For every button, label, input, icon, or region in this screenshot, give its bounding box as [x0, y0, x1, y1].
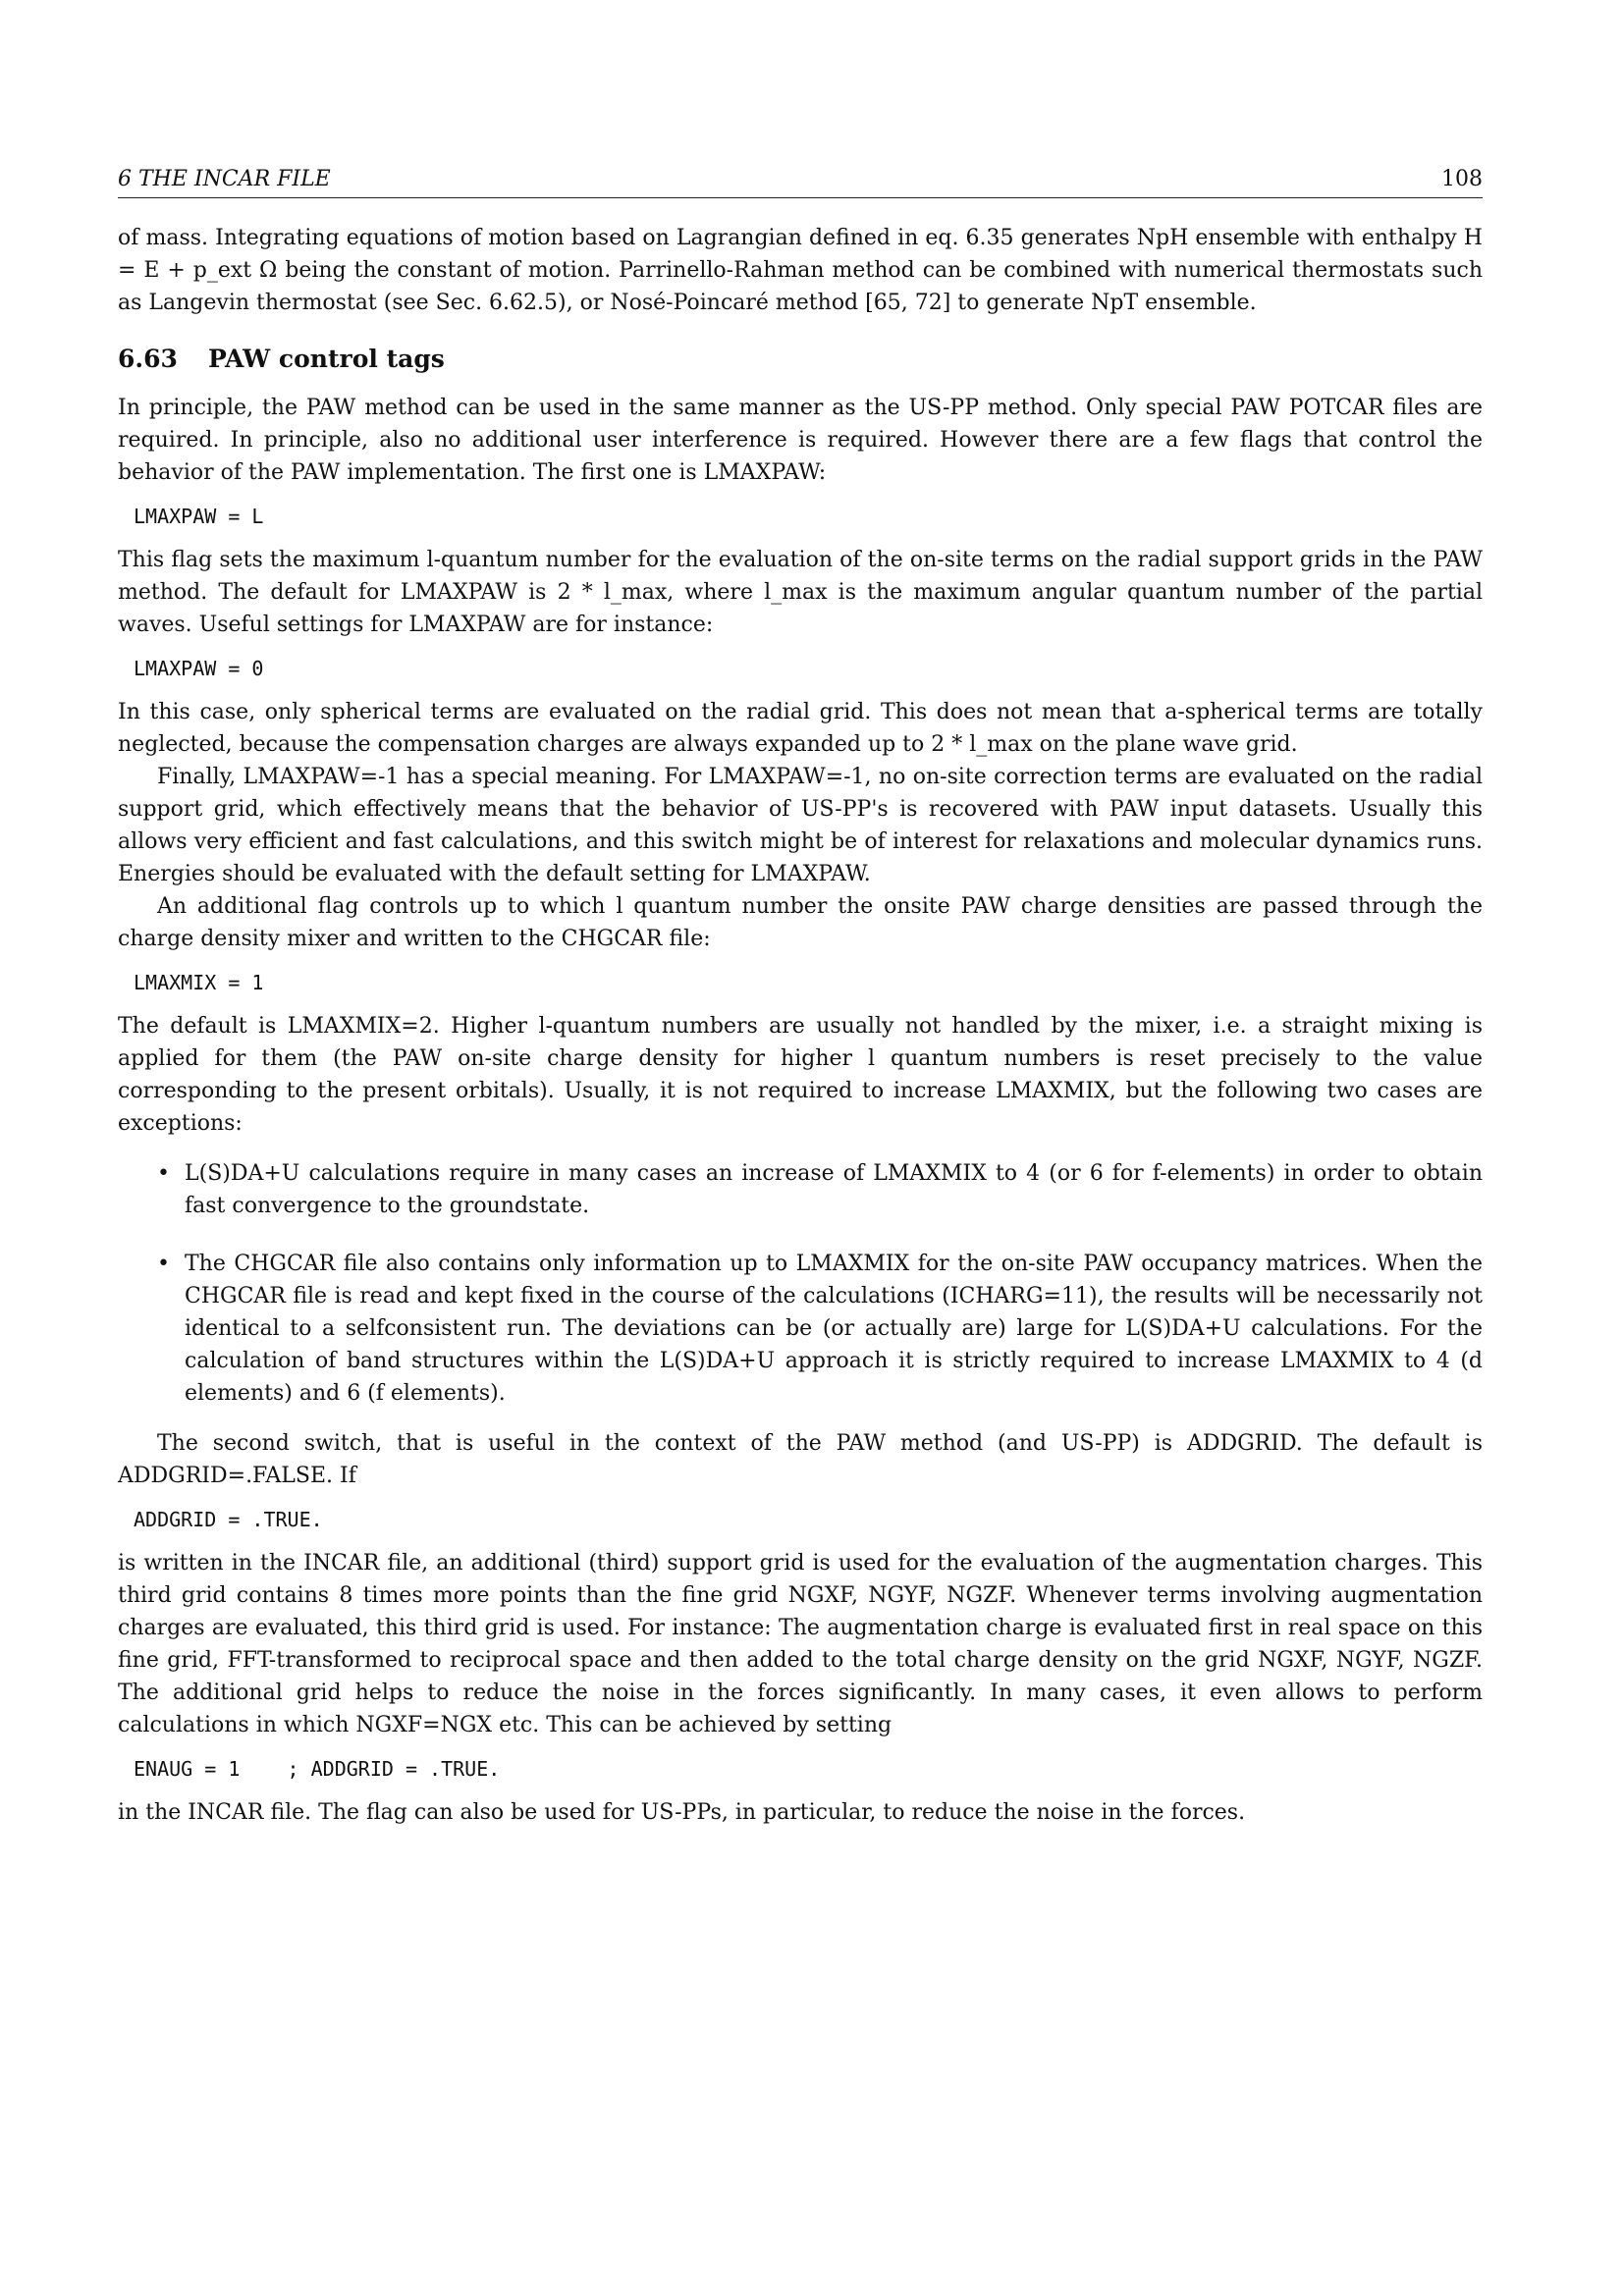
- page-number: 108: [1441, 167, 1483, 191]
- running-header: 6 THE INCAR FILE: [118, 167, 331, 191]
- paragraph-lmaxmix-default: The default is LMAXMIX=2. Higher l-quantum numbers are usually not handled by the mixer, i.e. a straight mixing is applied for them (the PAW on-site charge density for higher l quantum numbers is reset precisely to the value corresponding to the present orbitals). Usually, it is not required to increase LMAXMIX, but the following two cases are exceptions:: [118, 1014, 1483, 1136]
- paragraph-lmaxmix-intro: An additional flag controls up to which l quantum number the onsite PAW charge densities are passed through the charge density mixer and written to the CHGCAR file:: [118, 894, 1483, 951]
- paragraph-lmaxpaw-minus-one: Finally, LMAXPAW=-1 has a special meaning. For LMAXPAW=-1, no on-site correction terms are evaluated on the radial support grid, which effectively means that the behavior of US-PP's is recovered with PAW input datasets. Usually this allows very efficient and fast calculations, and this switch might be of interest for relaxations and molecular dynamics runs. Energies should be evaluated with the default setting for LMAXPAW.: [118, 765, 1483, 886]
- list-item: • L(S)DA+U calculations require in many cases an increase of LMAXMIX to 4 (or 6 for f-elements) in order to obtain fast convergence to the groundstate.: [118, 1157, 1483, 1222]
- header-rule: [118, 197, 1483, 198]
- section-heading: [118, 345, 1483, 374]
- paragraph-addgrid-intro: The second switch, that is useful in the context of the PAW method (and US-PP) is ADDGRID. The default is ADDGRID=.FALSE. If: [118, 1431, 1483, 1488]
- paragraph-uspp-note: in the INCAR file. The flag can also be used for US-PPs, in particular, to reduce the noise in the forces.: [118, 1800, 1246, 1825]
- bullet-icon: •: [157, 1252, 170, 1276]
- list-item: • The CHGCAR file also contains only information up to LMAXMIX for the on-site PAW occupancy matrices. When the CHGCAR file is read and kept fixed in the course of the calculations (ICHARG=11), the results will be necessarily not identical to a selfconsistent run. The deviations can be (or actually are) large for L(S)DA+U calculations. For the calculation of band structures within the L(S)DA+U approach it is strictly required to increase LMAXMIX to 4 (d elements) and 6 (f elements).: [118, 1248, 1483, 1410]
- paragraph-addgrid-description: is written in the INCAR file, an additional (third) support grid is used for the evaluation of the augmentation charges. This third grid contains 8 times more points than the fine grid NGXF, NGYF, NGZF. Whenever terms involving augmentation charges are evaluated, this third grid is used. For instance: The augmentation charge is evaluated first in real space on this fine grid, FFT-transformed to reciprocal space and then added to the total charge density on the grid NGXF, NGYF, NGZF. The additional grid helps to reduce the noise in the forces significantly. In many cases, it even allows to perform calculations in which NGXF=NGX etc. This can be achieved by setting: [118, 1551, 1483, 1737]
- paragraph-spherical-terms: In this case, only spherical terms are evaluated on the radial grid. This does not mean that a-spherical terms are totally neglected, because the compensation charges are always expanded up to 2 * l_max on the plane wave grid.: [118, 700, 1483, 757]
- exceptions-list: [118, 1157, 1483, 1410]
- bullet-icon: •: [157, 1161, 170, 1186]
- paragraph-mass-ensemble: of mass. Integrating equations of motion based on Lagrangian defined in eq. 6.35 generates NpH ensemble with enthalpy H = E + p_ext Ω being the constant of motion. Parrinello-Rahman method can be combined with numerical thermostats such as Langevin thermostat (see Sec. 6.62.5), or Nosé-Poincaré method [65, 72] to generate NpT ensemble.: [118, 226, 1483, 315]
- code-addgrid: ADDGRID = .TRUE.: [134, 1508, 323, 1531]
- code-lmaxpaw-l: LMAXPAW = L: [134, 505, 264, 528]
- section-number: 6.63: [118, 345, 178, 373]
- code-lmaxmix: LMAXMIX = 1: [134, 971, 264, 994]
- code-enaug: ENAUG = 1 ; ADDGRID = .TRUE.: [134, 1757, 501, 1781]
- section-title: PAW control tags: [208, 345, 445, 373]
- code-lmaxpaw-0: LMAXPAW = 0: [134, 657, 264, 680]
- page-body: [118, 222, 1483, 1829]
- paragraph-paw-intro: In principle, the PAW method can be used in the same manner as the US-PP method. Only special PAW POTCAR files are required. In principle, also no additional user interference is required. However there are a few flags that control the behavior of the PAW implementation. The first one is LMAXPAW:: [118, 396, 1483, 485]
- paragraph-lmaxpaw-description: This flag sets the maximum l-quantum number for the evaluation of the on-site terms on the radial support grids in the PAW method. The default for LMAXPAW is 2 * l_max, where l_max is the maximum angular quantum number of the partial waves. Useful settings for LMAXPAW are for instance:: [118, 548, 1483, 637]
